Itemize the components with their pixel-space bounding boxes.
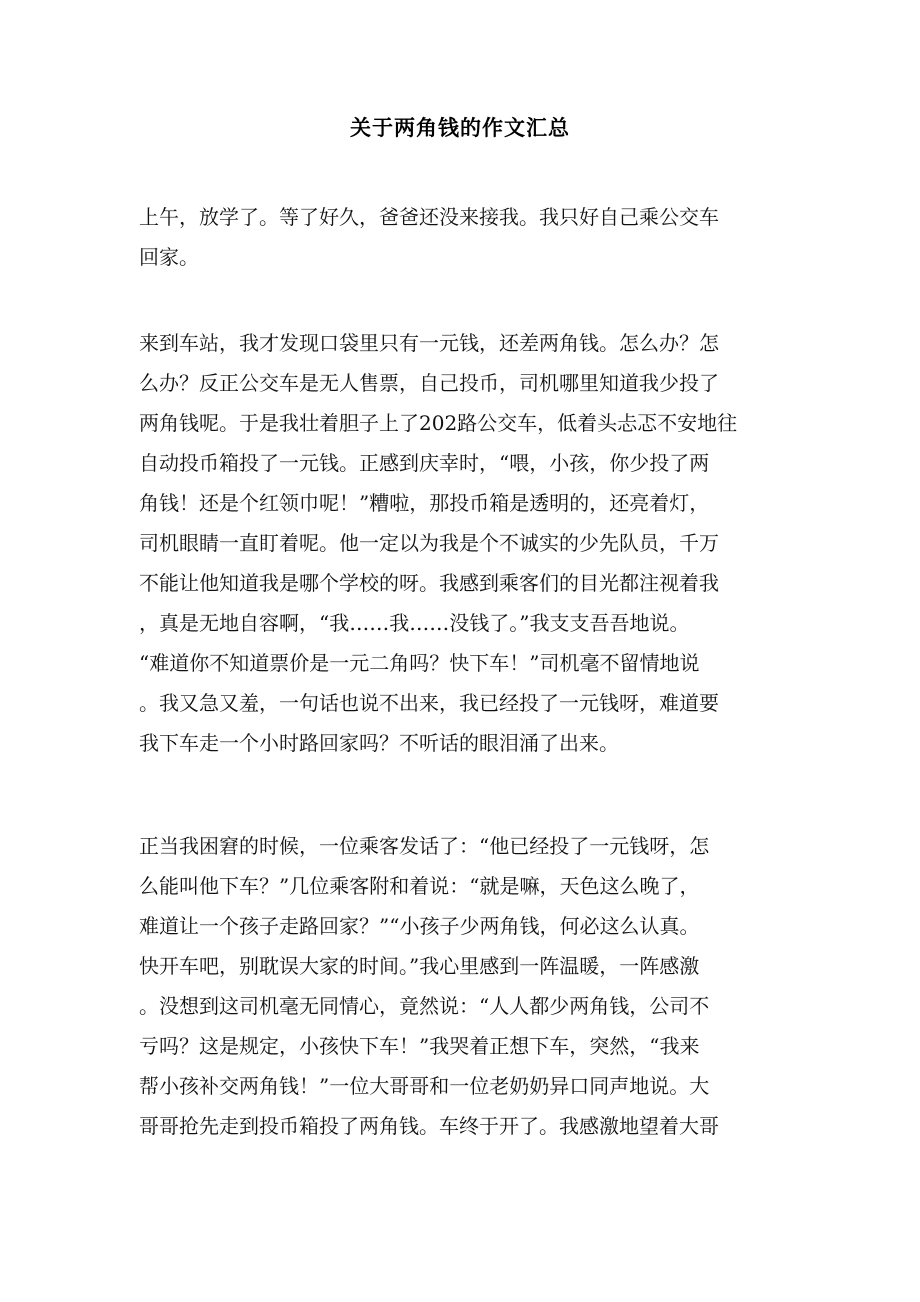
text-line: 。没想到这司机毫无同情心，竟然说：“人人都少两角钱，公司不 (139, 994, 710, 1018)
text-line: 来到车站，我才发现口袋里只有一元钱，还差两角钱。怎么办？怎 (139, 331, 719, 355)
text-line: 么能叫他下车？”几位乘客附和着说：“就是嘛，天色这么晚了， (139, 874, 700, 898)
text-line: 快开车吧，别耽误大家的时间。”我心里感到一阵温暖，一阵感激 (139, 954, 700, 978)
text-line: 正当我困窘的时候，一位乘客发话了：“他已经投了一元钱呀，怎 (139, 834, 710, 858)
text-line: 两角钱呢。于是我壮着胆子上了202路公交车，低着头忐忑不安地往 (139, 411, 738, 435)
text-line: ，真是无地自容啊，“我……我……没钱了。”我支支吾吾地说。 (139, 611, 690, 635)
document-title: 关于两角钱的作文汇总 (350, 115, 570, 140)
text-line: 不能让他知道我是哪个学校的呀。我感到乘客们的目光都注视着我 (139, 571, 719, 595)
text-line: 回家。 (139, 245, 199, 269)
paragraph-2 (139, 323, 737, 763)
text-line: 难道让一个孩子走路回家？”“小孩子少两角钱，何必这么认真。 (139, 914, 700, 938)
text-line: 我下车走一个小时路回家吗？不听话的眼泪涌了出来。 (139, 731, 619, 755)
text-line: 亏吗？这是规定，小孩快下车！”我哭着正想下车，突然，“我来 (139, 1034, 700, 1058)
text-line: 帮小孩补交两角钱！”一位大哥哥和一位老奶奶异口同声地说。大 (139, 1074, 710, 1098)
text-line: 么办？反正公交车是无人售票，自己投币，司机哪里知道我少投了 (139, 371, 719, 395)
text-line: 哥哥抢先走到投币箱投了两角钱。车终于开了。我感激地望着大哥 (139, 1114, 719, 1138)
text-line: “难道你不知道票价是一元二角吗？快下车！”司机毫不留情地说 (139, 651, 700, 675)
text-line: 角钱！还是个红领巾呢！”糟啦，那投币箱是透明的，还亮着灯， (139, 491, 710, 515)
text-line: 司机眼睛一直盯着呢。他一定以为我是个不诚实的少先队员，千万 (139, 531, 719, 555)
text-line: 。我又急又羞，一句话也说不出来，我已经投了一元钱呀，难道要 (139, 691, 719, 715)
text-line: 自动投币箱投了一元钱。正感到庆幸时，“喂，小孩，你少投了两 (139, 451, 710, 475)
text-line: 上午，放学了。等了好久，爸爸还没来接我。我只好自己乘公交车 (139, 205, 719, 229)
paragraph-1 (139, 197, 719, 277)
paragraph-3 (139, 826, 719, 1146)
